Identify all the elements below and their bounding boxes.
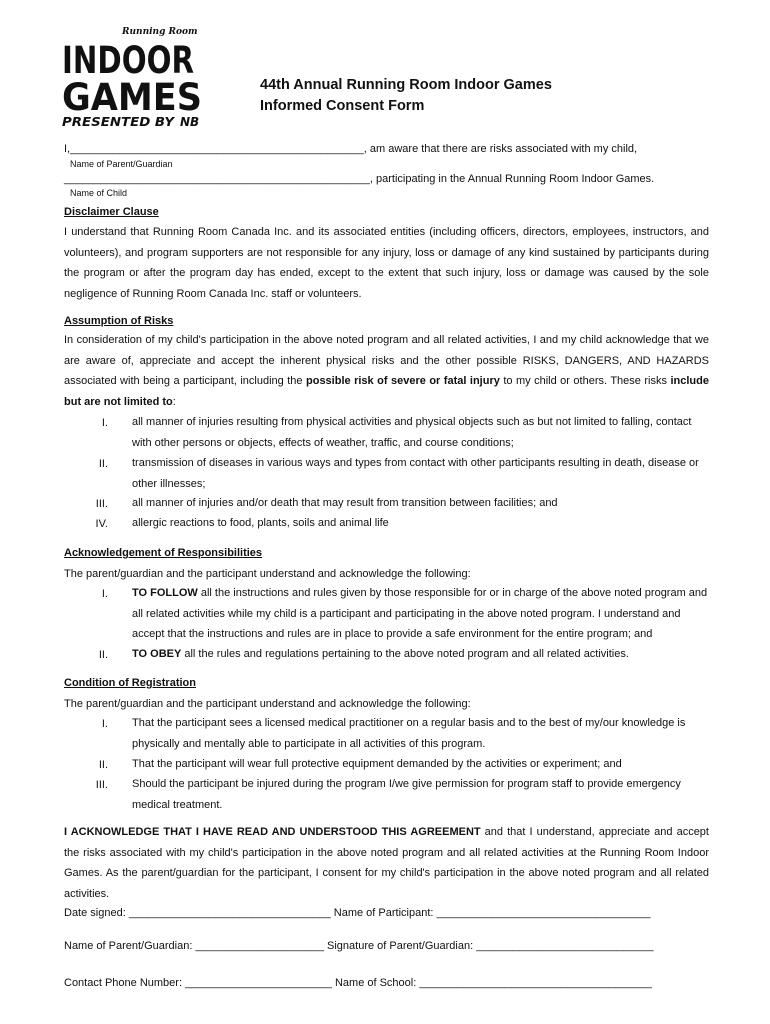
guardian-row — [64, 940, 654, 952]
responsibility-item — [132, 644, 709, 665]
agreement-body: and that I understand, appreciate and accept the risks associated with my child's participation in the above noted program and all related activities at the Running Room Indoor Games. As the parent/guardian for the participant, I consent for my child's participation in the above noted program and all related activities. — [64, 826, 709, 900]
logo-presented-by: PRESENTED BY — [62, 115, 176, 129]
risk-item-num: III. — [95, 498, 108, 510]
registration-heading: Condition of Registration — [64, 677, 196, 689]
assumption-text-bold: possible risk of severe or fatal injury — [306, 375, 500, 387]
responsibility-item-num: II. — [98, 649, 108, 661]
responsibility-item-num: I. — [101, 588, 108, 600]
assumption-heading: Assumption of Risks — [64, 315, 174, 327]
intro-line-2 — [64, 173, 654, 185]
responsibility-item-text: all the rules and regulations pertaining to the above noted program and all related activities. — [181, 648, 629, 660]
guardian-signature-field[interactable]: _____________________________ — [476, 940, 654, 952]
form-subtitle: Informed Consent Form — [260, 98, 425, 114]
condition-item: That the participant will wear full protective equipment demanded by the activities or experiment; and — [132, 758, 622, 770]
logo-sponsor: NB — [180, 115, 200, 129]
intro-line-1 — [64, 143, 637, 155]
label-parent-name: Name of Parent/Guardian — [70, 159, 173, 169]
indoor-games-logo — [60, 18, 210, 133]
school-field[interactable]: ______________________________________ — [419, 977, 652, 989]
participant-name-label: Name of Participant: — [333, 907, 434, 919]
contact-row — [64, 977, 652, 989]
responsibility-item-bold: TO OBEY — [132, 648, 182, 660]
registration-intro: The parent/guardian and the participant understand and acknowledge the following: — [64, 698, 471, 710]
assumption-text-bold-2: include but are not limited to — [64, 375, 709, 408]
acknowledgement-heading: Acknowledgement of Responsibilities — [64, 547, 263, 559]
child-name-blank[interactable]: __________________________________________________ — [64, 173, 370, 185]
agreement-text — [64, 822, 709, 904]
responsibility-item-bold: TO FOLLOW — [132, 587, 198, 599]
intro-line-1-suffix: , am aware that there are risks associated with my child, — [363, 143, 638, 155]
intro-line-2-suffix: , participating in the Annual Running Room Indoor Games. — [369, 173, 655, 185]
assumption-text-c: : — [172, 395, 176, 408]
guardian-signature-label: Signature of Parent/Guardian: — [327, 940, 474, 952]
guardian-name-label: Name of Parent/Guardian: — [64, 940, 193, 952]
condition-item-num: I. — [101, 718, 108, 730]
school-label: Name of School: — [334, 977, 417, 989]
risk-item: all manner of injuries and/or death that may result from transition between facilities; and — [132, 497, 558, 509]
assumption-text-a: In consideration of my child's participation in the above noted program and all related activities, I and my child acknowledge that we are aware of, appreciate and accept the inherent physical risks and the other possible RISKS, DANGERS, AND HAZARDS associated with being a participant, including the — [64, 334, 709, 387]
risk-item: all manner of injuries resulting from physical activities and physical objects such as but not limited to falling, contact with other persons or objects, effects of weather, traffic, and course conditions; — [132, 416, 692, 449]
participant-name-field[interactable]: ___________________________________ — [436, 907, 651, 919]
date-signed-field[interactable]: _________________________________ — [128, 907, 331, 919]
guardian-name-field[interactable]: _____________________ — [195, 940, 324, 952]
parent-name-blank[interactable]: ________________________________________________ — [70, 143, 364, 155]
condition-item-num: III. — [95, 779, 108, 791]
phone-label: Contact Phone Number: — [64, 977, 183, 989]
risk-item-num: I. — [101, 417, 108, 429]
responsibility-item-text: all the instructions and rules given by those responsible for or in charge of the above noted program and all related activities while my child is a participant and participating in the above noted program. I understand and accept that the instructions and rules are in place to provide a safe environment for the entire program; and — [132, 587, 708, 640]
label-child-name: Name of Child — [70, 188, 128, 198]
condition-item-num: II. — [98, 759, 108, 771]
condition-item: That the participant sees a licensed medical practitioner on a regular basis and to the best of my/our knowledge is physically and mentally able to participate in all activities of this program. — [132, 717, 686, 750]
disclaimer-text: I understand that Running Room Canada Inc. and its associated entities (including officers, directors, employees, instructors, and volunteers), and program supporters are not responsible for any injury, loss or damage of any kind sustained by participants during the program or after the program day has ended, except to the extent that such injury, loss or damage was caused by the sole negligence of Running Room Canada Inc. staff or volunteers. — [64, 226, 709, 300]
risk-item: allergic reactions to food, plants, soils and animal life — [132, 517, 389, 529]
logo-word-games: GAMES — [62, 76, 202, 119]
date-signed-row — [64, 907, 651, 919]
risk-item-num: IV. — [95, 518, 108, 530]
agreement-bold: I ACKNOWLEDGE THAT I HAVE READ AND UNDERSTOOD THIS AGREEMENT — [64, 826, 481, 838]
assumption-text — [64, 330, 709, 412]
responsibility-item — [132, 583, 709, 645]
intro-prefix: I, — [64, 143, 71, 155]
acknowledgement-intro: The parent/guardian and the participant understand and acknowledge the following: — [64, 568, 471, 580]
condition-item: Should the participant be injured during the program I/we give permission for program staff to provide emergency medical treatment. — [132, 778, 681, 811]
disclaimer-heading: Disclaimer Clause — [64, 206, 159, 218]
phone-field[interactable]: ________________________ — [185, 977, 332, 989]
logo-word-indoor: INDOOR — [62, 39, 194, 82]
logo-brand-top: Running Room — [122, 27, 198, 37]
date-signed-label: Date signed: — [64, 907, 126, 919]
risk-item: transmission of diseases in various ways and types from contact with other participants resulting in death, disease or other illnesses; — [132, 457, 699, 490]
form-title: 44th Annual Running Room Indoor Games — [260, 77, 552, 93]
risk-item-num: II. — [98, 458, 108, 470]
assumption-text-b: to my child or others. These risks — [499, 375, 671, 387]
